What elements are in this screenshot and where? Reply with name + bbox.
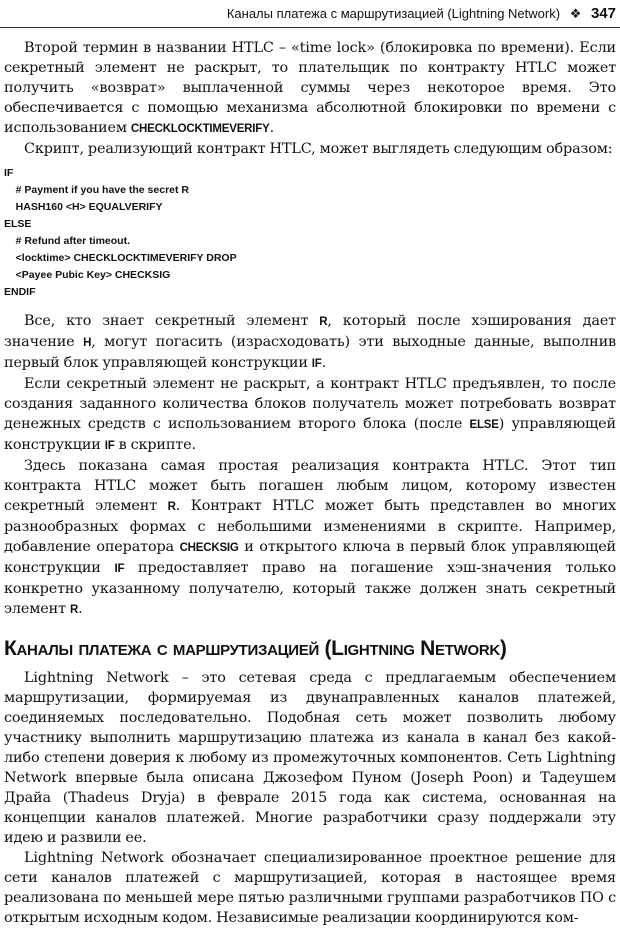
inline-code: H: [83, 337, 92, 349]
diamond-ornament-icon: ❖: [569, 6, 582, 21]
header-divider: [0, 27, 620, 28]
inline-code: R: [167, 501, 176, 513]
code-line: ELSE: [4, 218, 32, 230]
paragraph-lightning-intro: Lightning Network – это сетевая среда с предлагаемым обеспечением маршрутизации, формируемая из двунаправленных каналов платежей, соединяемых последовательно. Подобная сеть может позволить любому участнику выполнить маршрутизацию платежа из канала в канал без какой-либо степени доверия к любому из промежуточных компонентов. Сеть Lightning Network впервые была описана Джозефом Пуном (Joseph Poon) и Тадеушем Драйа (Thadeus Dryja) в феврале 2015 года как система, основанная на концепции каналов платежей. Многие разработчики сразу поддержали эту идею и развили ее.: [4, 670, 616, 846]
paragraph-simple-htlc: Здесь показана самая простая реализация контракта HTLC. Этот тип контракта HTLC может быть погашен любым лицом, которому известен секретный элемент R. Контракт HTLC может быть представлен во многих разнообразных формах с небольшими изменениями в скрипте. Например, добавление оператора CHECKSIG и открытого ключа в первый блок управляющей конструкции IF предоставляет право на погашение хэш-значения только конкретно указанному получателю, который также должен знать секретный элемент R.: [4, 458, 616, 617]
paragraph-lightning-implementations: Lightning Network обозначает специализированное проектное решение для сети каналов платежей с маршрутизацией, которая в настоящее время реализована по меньшей мере пятью различными группами разработчиков ПО с открытым исходным кодом. Независимые реализации координируются ком-: [4, 850, 616, 926]
paragraph-script-intro: Скрипт, реализующий контракт HTLC, может выглядеть следующим образом:: [24, 141, 613, 157]
running-header: [0, 4, 616, 26]
inline-code: CHECKSIG: [179, 542, 239, 554]
paragraph-secret-not-revealed: Если секретный элемент не раскрыт, а контракт HTLC предъявлен, то после создания заданного количества блоков получатель может потребовать возврат денежных средств с использованием второго блока (после ELSE) управляющей конструкции IF в скрипте.: [4, 376, 616, 453]
running-title: Каналы платежа с маршрутизацией (Lightning Network): [226, 6, 561, 21]
inline-code: R: [69, 604, 79, 616]
code-line: # Payment if you have the secret R: [4, 184, 189, 196]
code-block-htlc-script: [4, 165, 616, 301]
inline-code: IF: [114, 563, 125, 575]
code-line: ENDIF: [4, 286, 36, 298]
inline-code: ELSE: [469, 419, 499, 431]
paragraph-time-lock: Второй термин в названии HTLC – «time lock» (блокировка по времени). Если секретный элемент не раскрыт, то плательщик по контракту HTLC может получить «возврат» выплаченной суммы через некоторое время. Это обеспечивается с помощью механизма абсолютной блокировки по времени с использованием CHECKLOCKTIMEVERIFY.: [4, 40, 616, 136]
code-line: HASH160 <H> EQUALVERIFY: [4, 201, 163, 213]
inline-code: IF: [104, 440, 115, 452]
page-body: [4, 38, 616, 928]
code-line: <Payee Pubic Key> CHECKSIG: [4, 269, 171, 281]
paragraph-secret-known: Все, кто знает секретный элемент R, который после хэширования дает значение H, могут погасить (израсходовать) эти выходные данные, выполнив первый блок управляющей конструкции IF.: [4, 313, 617, 371]
code-line: # Refund after timeout.: [4, 235, 131, 247]
code-line: <locktime> CHECKLOCKTIMEVERIFY DROP: [4, 252, 237, 264]
inline-code: R: [319, 316, 328, 328]
page-number: 347: [590, 5, 616, 22]
code-line: IF: [4, 167, 14, 179]
inline-code: CHECKLOCKTIMEVERIFY: [130, 123, 270, 135]
section-heading: Каналы платежа с маршрутизацией (Lightning Network): [4, 637, 507, 660]
inline-code: IF: [311, 358, 322, 370]
